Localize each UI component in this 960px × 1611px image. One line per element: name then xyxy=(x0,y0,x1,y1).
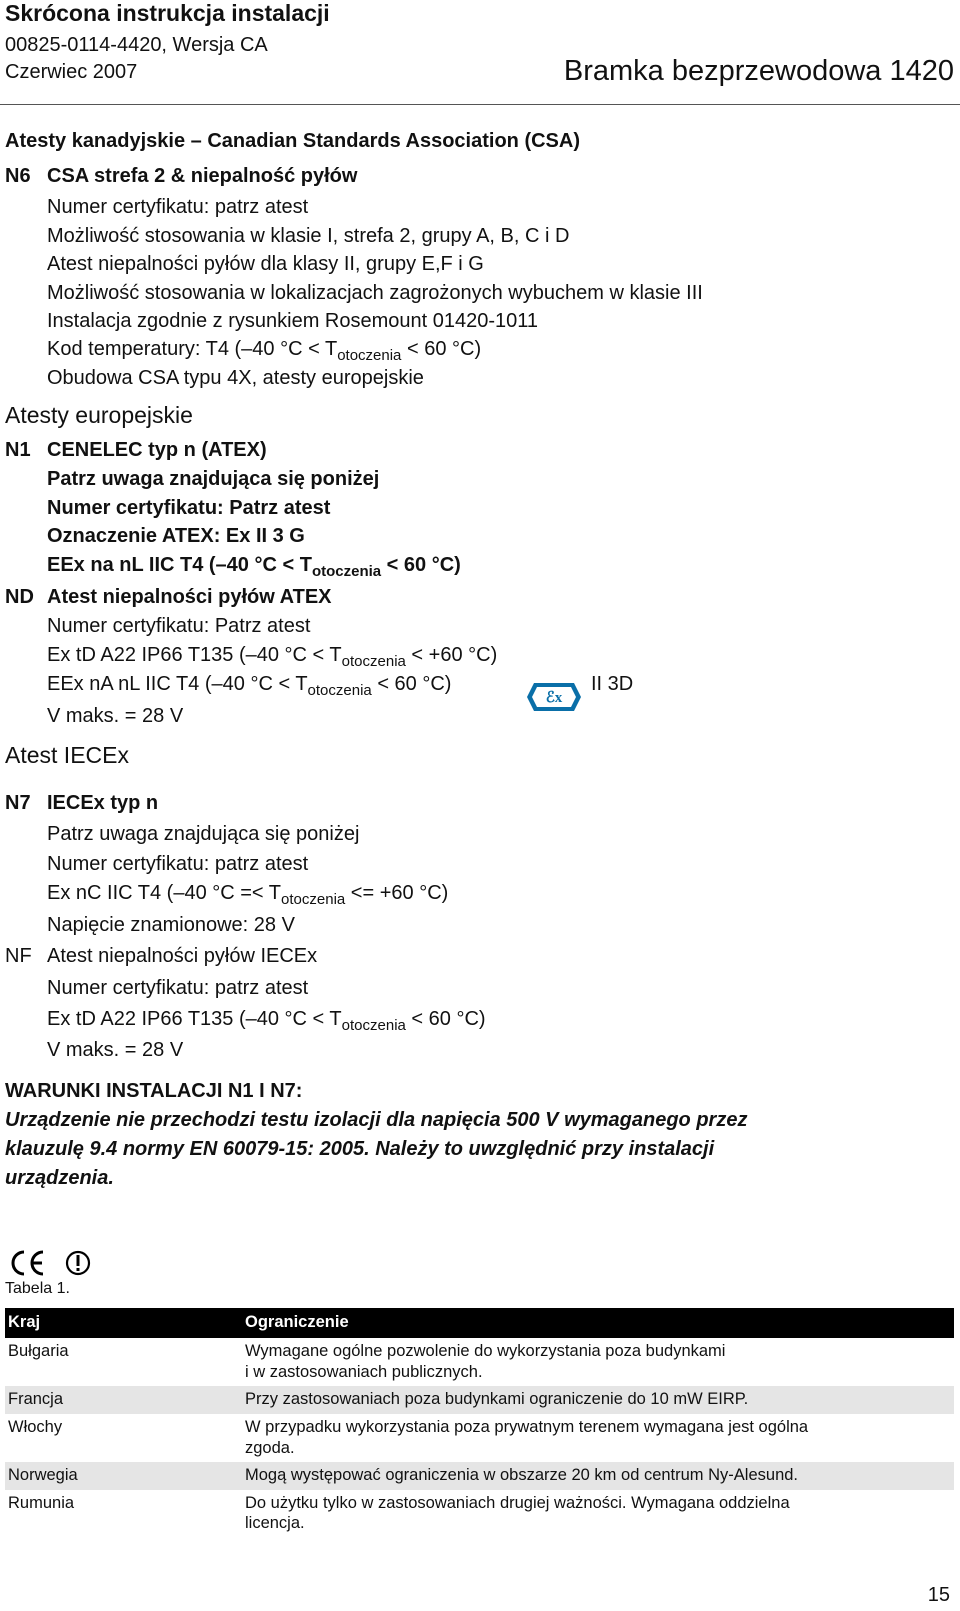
document-number: 00825-0114-4420, Wersja CA xyxy=(5,34,268,56)
table-caption: Tabela 1. xyxy=(5,1280,70,1297)
column-header-country: Kraj xyxy=(5,1308,242,1338)
limitation-cell: W przypadku wykorzystania poza prywatnym terenem wymagana jest ogólna zgoda. xyxy=(245,1417,809,1457)
country-cell: Bułgaria xyxy=(8,1342,69,1360)
alert-circle-icon xyxy=(67,1252,89,1274)
page-number: 15 xyxy=(927,1584,950,1606)
n6-temp-code: Kod temperatury: T4 (–40 $^\circ C < T_{otoczenia} < 60$ °C) xyxy=(47,338,482,364)
product-name: Bramka bezprzewodowa 1420 xyxy=(563,55,954,87)
nd-code: ND xyxy=(5,586,34,608)
n7-rated-voltage: Napięcie znamionowe: 28 V xyxy=(47,914,295,936)
limitation-cell: Przy zastosowaniach poza budynkami ograniczenie do 10 mW EIRP. xyxy=(242,1386,954,1414)
n7-line-1: Patrz uwaga znajdująca się poniżej xyxy=(47,823,360,845)
table-row xyxy=(5,1462,954,1490)
eu-heading: Atesty europejskie xyxy=(5,402,193,428)
n6-line-3: Atest niepalności pyłów dla klasy II, grupy E,F i G xyxy=(47,253,484,275)
n6-line-4: Możliwość stosowania w lokalizacjach zagrożonych wybuchem w klasie III xyxy=(47,282,703,304)
conditions-line-2: klauzulę 9.4 normy EN 60079-15: 2005. Należy to uwzględnić przy instalacji xyxy=(5,1138,715,1160)
n1-line-2: Numer certyfikatu: Patrz atest xyxy=(47,497,331,519)
country-cell: Francja xyxy=(5,1386,242,1414)
n7-title: IECEx typ n xyxy=(47,792,159,814)
svg-text:ℰx: ℰx xyxy=(545,690,563,706)
restrictions-table xyxy=(5,1308,954,1538)
limitation-cell: Do użytku tylko w zastosowaniach drugiej ważności. Wymagana oddzielna licencja. xyxy=(245,1493,790,1533)
table-header-row xyxy=(5,1308,954,1338)
n6-line-1: Numer certyfikatu: patrz atest xyxy=(47,196,309,218)
country-cell: Norwegia xyxy=(5,1462,242,1490)
country-cell: Włochy xyxy=(8,1417,63,1436)
n6-line-5: Instalacja zgodnie z rysunkiem Rosemount 01420-1011 xyxy=(47,310,539,332)
ce-mark-icon xyxy=(13,1252,43,1274)
limitation-cell: Mogą występować ograniczenia w obszarze 20 km od centrum Ny-Alesund. xyxy=(242,1462,954,1490)
header-divider xyxy=(0,104,960,105)
limitation-cell: Wymagane ogólne pozwolenie do wykorzystania poza budynkami i w zastosowaniach publicznych. xyxy=(245,1342,726,1381)
table-row xyxy=(5,1338,954,1386)
nd-ex-group: II 3D xyxy=(591,673,634,695)
nd-cert: Numer certyfikatu: Patrz atest xyxy=(47,615,311,637)
compliance-marks xyxy=(8,1247,98,1279)
conditions-line-1: Urządzenie nie przechodzi testu izolacji dla napięcia 500 V wymaganego przez xyxy=(5,1109,748,1131)
n7-code: N7 xyxy=(5,792,31,814)
n1-title: CENELEC typ n (ATEX) xyxy=(47,439,267,461)
n1-line-1: Patrz uwaga znajdująca się poniżej xyxy=(47,468,380,490)
nf-vmax: V maks. = 28 V xyxy=(47,1039,184,1061)
nf-code: NF xyxy=(5,945,32,967)
document-date: Czerwiec 2007 xyxy=(5,61,138,83)
n7-exnc-marking: Ex nC IIC T4 (–40 $^\circ C =< T_{otoczenia} <= +60$ °C) xyxy=(47,882,449,908)
nd-title: Atest niepalności pyłów ATEX xyxy=(47,586,332,608)
n6-line-2: Możliwość stosowania w klasie I, strefa 2, grupy A, B, C i D xyxy=(47,225,570,247)
nd-vmax: V maks. = 28 V xyxy=(47,705,184,727)
iecex-heading: Atest IECEx xyxy=(5,742,129,768)
n1-code: N1 xyxy=(5,439,31,461)
n1-line-3: Oznaczenie ATEX: Ex II 3 G xyxy=(47,525,305,547)
n7-line-2: Numer certyfikatu: patrz atest xyxy=(47,853,309,875)
conditions-heading: WARUNKI INSTALACJI N1 I N7: xyxy=(5,1080,303,1102)
nd-extd-marking: Ex tD A22 IP66 T135 (–40 $^\circ C < T_{otoczenia} < +60$ °C) xyxy=(47,644,498,670)
document-title: Skrócona instrukcja instalacji xyxy=(5,0,330,26)
nf-extd-marking: Ex tD A22 IP66 T135 (–40 $^\circ C < T_{otoczenia} < 60$ °C) xyxy=(47,1008,486,1034)
nf-cert: Numer certyfikatu: patrz atest xyxy=(47,977,309,999)
column-header-limitation: Ograniczenie xyxy=(242,1308,954,1338)
country-cell: Rumunia xyxy=(8,1493,75,1512)
conditions-line-3: urządzenia. xyxy=(5,1167,114,1189)
ex-hexagon-icon xyxy=(526,680,582,714)
n6-code: N6 xyxy=(5,165,31,187)
n6-title: CSA strefa 2 & niepalność pyłów xyxy=(47,165,358,187)
csa-heading: Atesty kanadyjskie – Canadian Standards Association (CSA) xyxy=(5,130,580,152)
n1-eex-marking: EEx na nL IIC T4 (–40 $^\circ C < T_{otoczenia} < 60$ °C) xyxy=(47,554,461,580)
nf-title: Atest niepalności pyłów IECEx xyxy=(47,945,318,967)
table-row xyxy=(5,1490,954,1538)
table-row xyxy=(5,1386,954,1414)
table-row xyxy=(5,1414,954,1462)
nd-eex-marking: EEx nA nL IIC T4 (–40 $^\circ C < T_{otoczenia} < 60$ °C) xyxy=(47,673,452,699)
n6-enclosure: Obudowa CSA typu 4X, atesty europejskie xyxy=(47,367,424,389)
